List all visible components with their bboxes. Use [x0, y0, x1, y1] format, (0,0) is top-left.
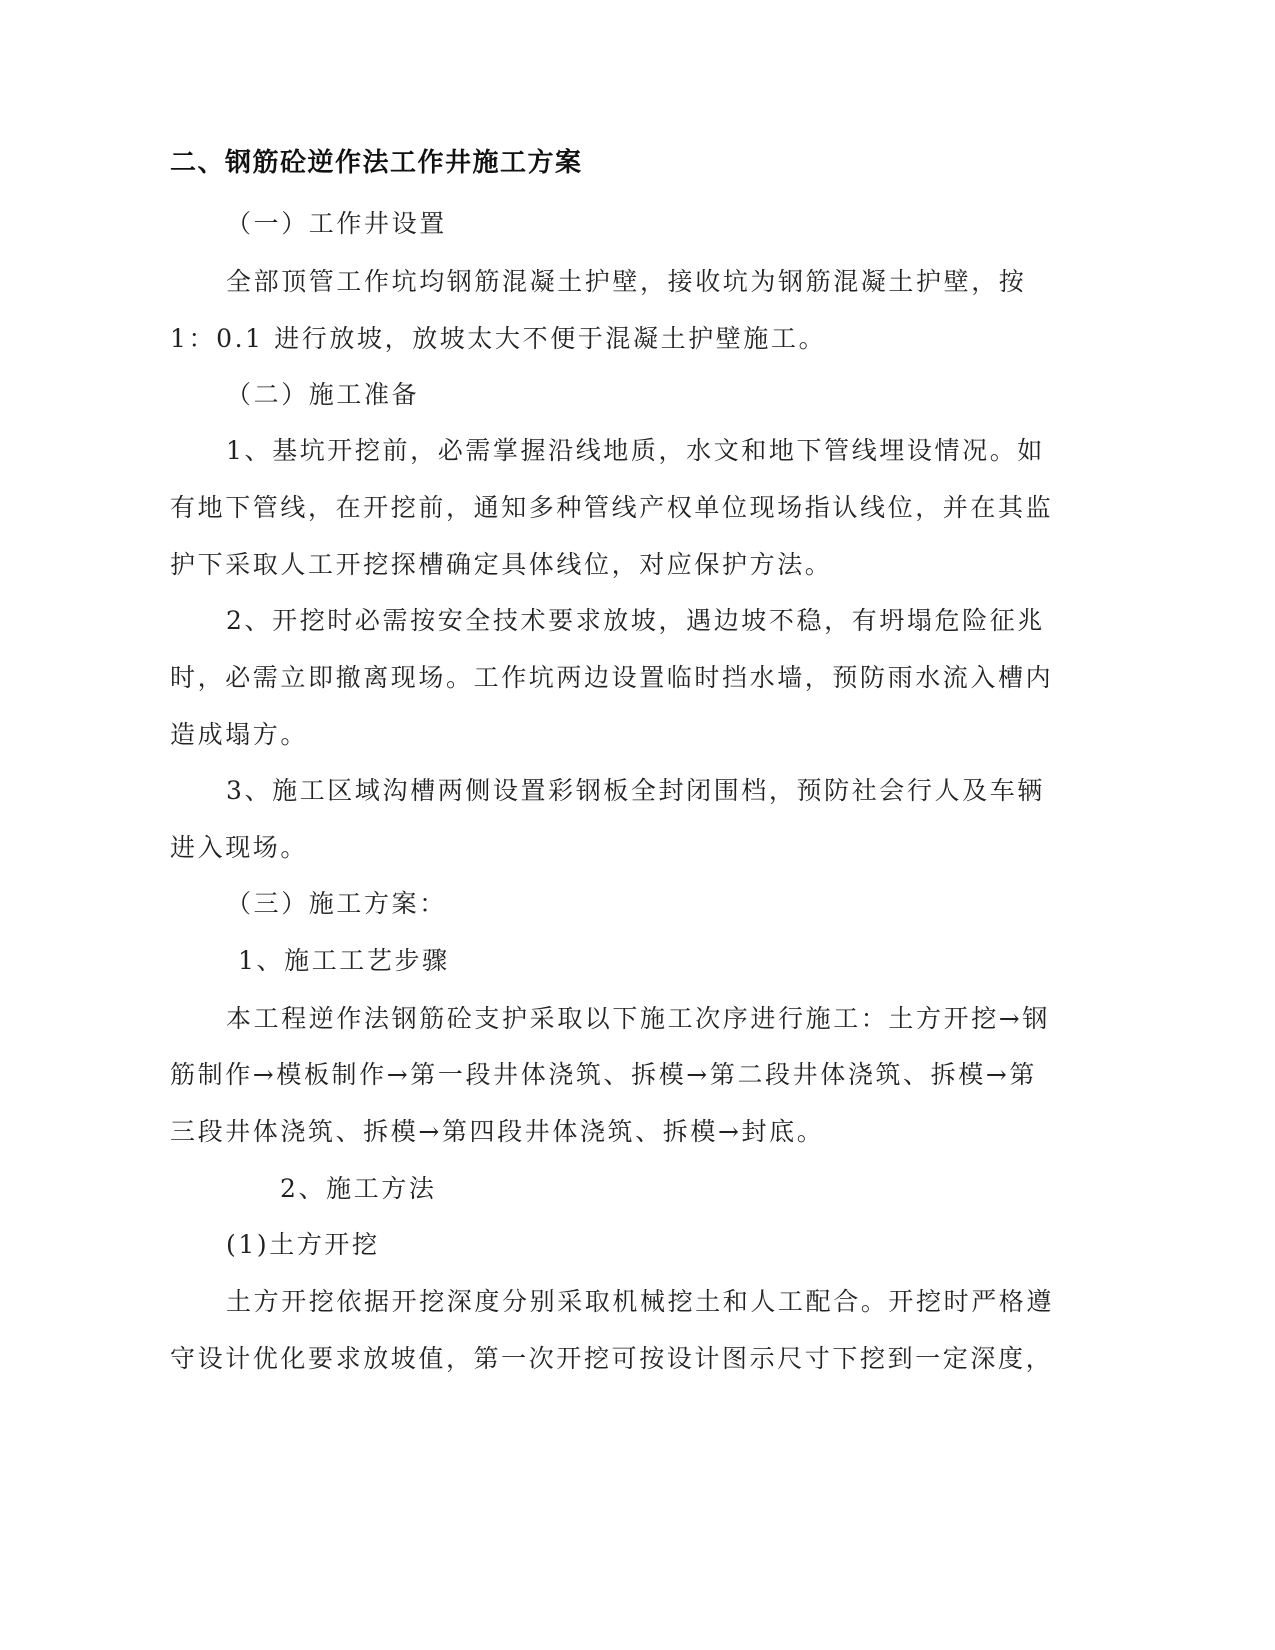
paragraph-line: 守设计优化要求放坡值，第一次开挖可按设计图示尺寸下挖到一定深度， — [170, 1344, 1054, 1373]
paragraph-line: 时，必需立即撤离现场。工作坑两边设置临时挡水墙，预防雨水流入槽内 — [170, 663, 1054, 692]
paragraph-line: 护下采取人工开挖探槽确定具体线位，对应保护方法。 — [170, 550, 833, 579]
paragraph-line: 1：0.1 进行放坡，放坡太大不便于混凝土护壁施工。 — [170, 324, 827, 353]
paragraph-line: 3、施工区域沟槽两侧设置彩钢板全封闭围档，预防社会行人及车辆 — [226, 776, 1045, 805]
paragraph-line: 造成塌方。 — [170, 720, 309, 749]
subsection-heading: （二）施工准备 — [226, 380, 420, 409]
paragraph-line: 土方开挖依据开挖深度分别采取机械挖土和人工配合。开挖时严格遵 — [226, 1287, 1055, 1316]
paragraph-line: 三段井体浇筑、拆模→第四段井体浇筑、拆模→封底。 — [170, 1117, 825, 1146]
subsection-heading: （三）施工方案： — [226, 889, 447, 918]
section-title: 二、钢筋砼逆作法工作井施工方案 — [170, 148, 583, 178]
paragraph-line: 进入现场。 — [170, 833, 309, 862]
paragraph-line: 2、开挖时必需按安全技术要求放坡，遇边坡不稳，有坍塌危险征兆 — [226, 606, 1045, 635]
subsection-heading: (1)土方开挖 — [226, 1230, 380, 1259]
paragraph-line: 有地下管线，在开挖前，通知多种管线产权单位现场指认线位，并在其监 — [170, 493, 1054, 522]
subsection-heading: 1、施工工艺步骤 — [238, 946, 450, 975]
paragraph-line: 本工程逆作法钢筋砼支护采取以下施工次序进行施工：土方开挖→钢 — [226, 1004, 1050, 1033]
paragraph-line: 全部顶管工作坑均钢筋混凝土护壁，接收坑为钢筋混凝土护壁，按 — [226, 267, 1027, 296]
paragraph-line: 1、基坑开挖前，必需掌握沿线地质，水文和地下管线埋设情况。如 — [226, 436, 1045, 465]
paragraph-line: 筋制作→模板制作→第一段井体浇筑、拆模→第二段井体浇筑、拆模→第 — [170, 1060, 1037, 1089]
subsection-heading: 2、施工方法 — [280, 1174, 437, 1203]
subsection-heading: （一）工作井设置 — [226, 209, 447, 238]
